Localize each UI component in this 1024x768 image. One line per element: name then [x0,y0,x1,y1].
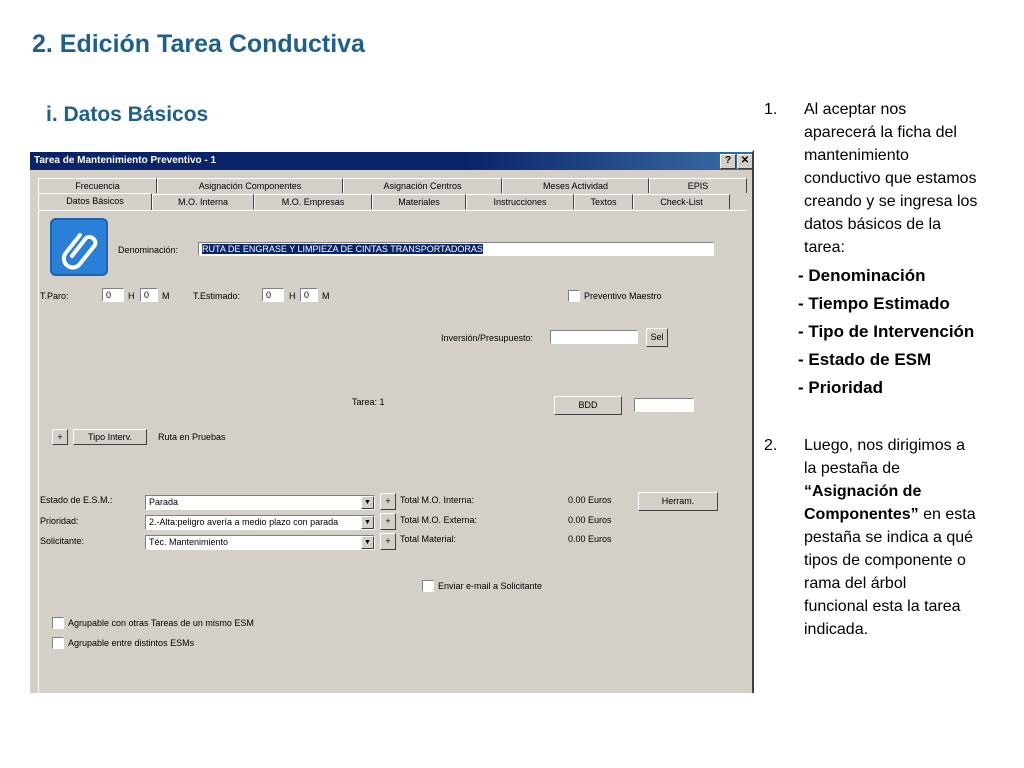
bullet-tiempo-estimado: - Tiempo Estimado [798,294,950,313]
tab-textos[interactable]: Textos [574,194,633,209]
bullet-denominacion: - Denominación [798,266,926,285]
note-2-line: pestaña se indica a qué [804,529,974,546]
total-mo-interna-label: Total M.O. Interna: [400,495,475,505]
note-2-line: Luego, nos dirigimos a [804,437,965,454]
esm-label: Estado de E.S.M.: [40,495,113,505]
testimado-h-label: H [289,291,296,301]
testimado-minutes-input[interactable]: 0 [300,288,318,302]
total-material-label: Total Material: [400,534,457,544]
slide-title: 2. Edición Tarea Conductiva [32,30,365,58]
slide-subtitle: i. Datos Básicos [46,103,209,126]
tparo-hours-input[interactable]: 0 [102,288,124,302]
agrupable-mismo-esm-label: Agrupable con otras Tareas de un mismo ESM [68,618,254,628]
total-mo-externa-label: Total M.O. Externa: [400,515,478,525]
prioridad-label: Prioridad: [40,516,79,526]
herram-button[interactable]: Herram. [638,492,718,511]
note-2-line: indicada. [804,621,869,638]
tab-mo-interna[interactable]: M.O. Interna [152,194,254,209]
bdd-input[interactable] [634,398,694,412]
prioridad-select[interactable] [145,515,375,530]
tparo-minutes-input[interactable]: 0 [140,288,158,302]
enviar-email-checkbox[interactable] [422,580,434,592]
bullet-tipo-intervencion: - Tipo de Intervención [798,322,975,341]
enviar-email-label: Enviar e-mail a Solicitante [438,581,543,591]
tparo-h-label: H [128,291,135,301]
chevron-down-icon[interactable]: ▼ [361,516,374,529]
chevron-down-icon[interactable]: ▼ [361,536,374,549]
tipo-interv-button[interactable]: Tipo Interv. [73,429,147,445]
denominacion-value: RUTA DE ENGRASE Y LIMPIEZA DE CINTAS TRANSPORTADORAS [202,244,483,254]
note-2-line: rama del árbol [804,575,907,592]
agrupable-distintos-label: Agrupable entre distintos ESMs [68,638,195,648]
dialog-title: Tarea de Mantenimiento Preventivo - 1 [34,155,217,166]
tarea-label: Tarea: 1 [352,397,385,407]
note-2-line: tipos de componente o [804,552,966,569]
tab-epis[interactable]: EPIS [649,178,747,193]
add-solicitante-button[interactable]: + [380,533,396,550]
testimado-label: T.Estimado: [193,291,241,301]
preventivo-maestro-label: Preventivo Maestro [584,291,662,301]
bullet-estado-esm: - Estado de ESM [798,350,932,369]
note-1-line: mantenimiento [804,147,909,164]
chevron-down-icon[interactable]: ▼ [361,496,374,509]
add-esm-button[interactable]: + [380,493,396,510]
bullet-prioridad: - Prioridad [798,378,884,397]
close-button[interactable]: ✕ [737,154,753,169]
denominacion-label: Denominación: [118,245,179,255]
help-button[interactable]: ? [720,154,736,169]
note-1-line: tarea: [804,239,845,256]
tab-asignacion-componentes[interactable]: Asignación Componentes [157,178,343,193]
solicitante-label: Solicitante: [40,536,85,546]
note-2-line-bold: “Asignación de [804,483,922,500]
total-mo-interna-value: 0.00 Euros [568,495,612,505]
tab-frecuencia[interactable]: Frecuencia [38,178,157,193]
note-1-line: conductivo que estamos [804,170,977,187]
total-mo-externa-value: 0.00 Euros [568,515,612,525]
note-2-line [804,503,976,526]
inversion-input[interactable] [550,330,638,344]
esm-select[interactable] [145,495,375,510]
dialog-title-bar[interactable] [30,152,754,170]
tabs-bottom-row [38,194,730,209]
tab-meses-actividad[interactable]: Meses Actividad [502,178,649,193]
tparo-m-label: M [162,291,170,301]
denominacion-input[interactable] [198,242,714,256]
note-1-line: creando y se ingresa los [804,193,978,210]
solicitante-select[interactable] [145,535,375,550]
agrupable-distintos-checkbox[interactable] [52,637,64,649]
note-2-bold-term: Componentes” [804,506,919,523]
tab-datos-basicos[interactable]: Datos Básicos [38,193,152,210]
bdd-button[interactable]: BDD [554,396,622,415]
testimado-m-label: M [322,291,330,301]
sel-button[interactable]: Sel [646,328,668,347]
note-2-line: funcional esta la tarea [804,598,961,615]
tab-asignacion-centros[interactable]: Asignación Centros [343,178,502,193]
inversion-label: Inversión/Presupuesto: [441,333,534,343]
agrupable-mismo-esm-checkbox[interactable] [52,617,64,629]
tabs-top-row [38,178,747,193]
tab-mo-empresas[interactable]: M.O. Empresas [254,194,372,209]
tab-check-list[interactable]: Check-List [633,194,730,209]
add-tipo-interv-button[interactable]: + [52,429,68,445]
add-prioridad-button[interactable]: + [380,513,396,530]
note-1-number: 1. [764,101,778,118]
maintenance-task-dialog [28,150,754,693]
paperclip-icon [50,218,108,276]
tparo-label: T.Paro: [40,291,69,301]
note-1-line: aparecerá la ficha del [804,124,957,141]
preventivo-maestro-checkbox[interactable] [568,290,580,302]
tab-materiales[interactable]: Materiales [372,194,466,209]
esm-value: Parada [149,497,179,507]
solicitante-value: Téc. Mantenimiento [149,537,229,547]
note-2-text: en esta [918,506,976,523]
total-material-value: 0.00 Euros [568,534,612,544]
note-2-line: la pestaña de [804,460,901,477]
tab-instrucciones[interactable]: Instrucciones [466,194,574,209]
tipo-interv-value: Ruta en Pruebas [158,432,226,442]
prioridad-value: 2.-Alta:peligro avería a medio plazo con parada [149,517,339,527]
note-2-number: 2. [764,437,778,454]
note-1-line: datos básicos de la [804,216,941,233]
note-1-line: Al aceptar nos [804,101,907,118]
testimado-hours-input[interactable]: 0 [262,288,284,302]
